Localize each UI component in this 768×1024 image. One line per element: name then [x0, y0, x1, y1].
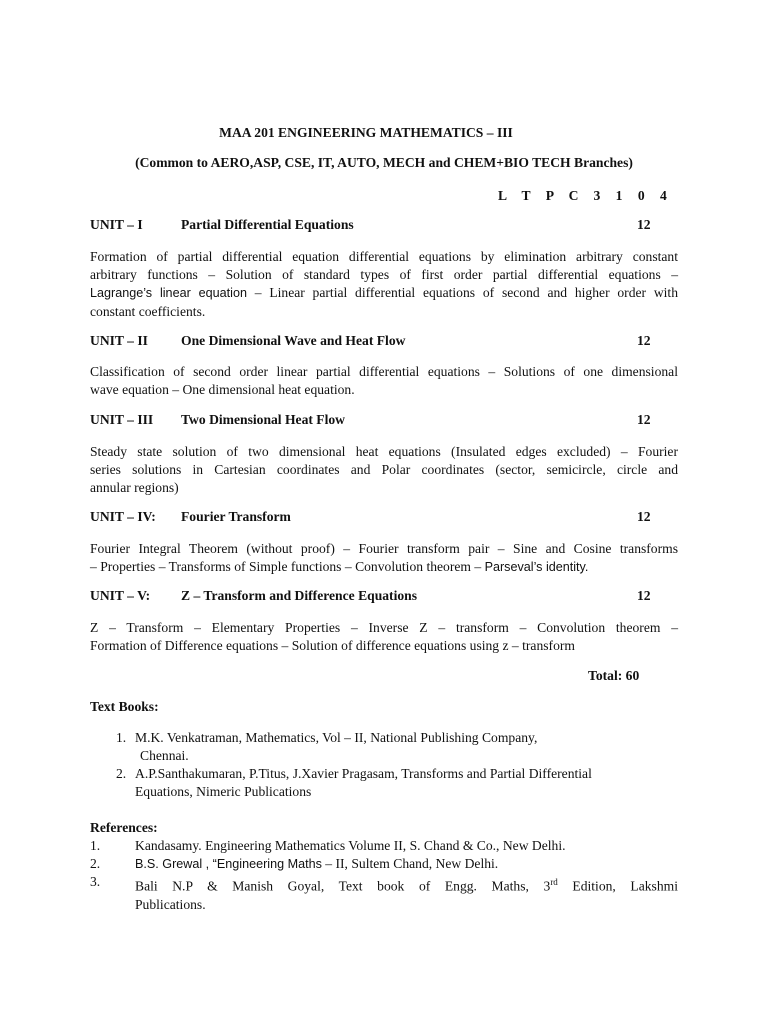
content-line: Classification of second order linear partial differential equations – Solutions of one dimensional	[90, 364, 678, 379]
ltpc-label: L T P C	[498, 188, 580, 203]
content-line: constant coefficients.	[90, 303, 206, 319]
parseval-term: Parseval’s identity.	[484, 560, 589, 575]
reference-text: Kandasamy. Engineering Mathematics Volume II, S. Chand & Co., New Delhi.	[135, 838, 566, 853]
content-line: Fourier Integral Theorem (without proof) – Fourier transform pair – Sine and Cosine transforms	[90, 541, 678, 556]
text-books-heading: Text Books:	[90, 699, 159, 714]
text-book-number: 2.	[116, 766, 127, 781]
lagrange-term: Lagrange’s linear equation	[90, 286, 247, 301]
content-line: – Properties – Transforms of Simple functions – Convolution theorem – Parseval’s identity.	[90, 559, 589, 575]
reference-number: 1.	[90, 838, 101, 853]
unit-2-content	[90, 363, 678, 399]
content-line: annular regions)	[90, 480, 179, 496]
unit-label: UNIT – V:	[90, 588, 151, 603]
reference-number: 3.	[90, 874, 101, 889]
unit-label: UNIT – II	[90, 333, 148, 348]
text-book-line: M.K. Venkatraman, Mathematics, Vol – II, National Publishing Company,	[135, 730, 538, 745]
unit-3-content	[90, 443, 678, 498]
unit-title: Partial Differential Equations	[181, 217, 354, 232]
content-line: Steady state solution of two dimensional heat equations (Insulated edges excluded) – Fourier	[90, 444, 678, 459]
content-line: series solutions in Cartesian coordinates and Polar coordinates (sector, semicircle, circle and	[90, 462, 678, 478]
content-line: Formation of partial differential equation differential equations by elimination arbitrary constant	[90, 249, 678, 264]
unit-label: UNIT – I	[90, 217, 143, 232]
unit-title: Fourier Transform	[181, 509, 291, 524]
references-heading: References:	[90, 820, 158, 835]
reference-text: B.S. Grewal , “Engineering Maths – II, Sultem Chand, New Delhi.	[135, 856, 499, 871]
text-book-line: Equations, Nimeric Publications	[135, 784, 312, 799]
unit-label: UNIT – IV:	[90, 509, 156, 524]
unit-hours: 12	[637, 412, 651, 427]
ltpc-credits	[498, 188, 668, 204]
total-hours: Total: 60	[588, 668, 640, 683]
ltpc-values: 3 1 0 4	[593, 188, 668, 203]
course-subtitle: (Common to AERO,ASP, CSE, IT, AUTO, MECH and CHEM+BIO TECH Branches)	[135, 155, 633, 170]
content-line: wave equation – One dimensional heat equation.	[90, 382, 355, 398]
unit-title: One Dimensional Wave and Heat Flow	[181, 333, 406, 348]
unit-title: Two Dimensional Heat Flow	[181, 412, 346, 427]
unit-hours: 12	[637, 333, 651, 348]
reference-number: 2.	[90, 856, 101, 871]
text-book-line: Chennai.	[140, 748, 189, 763]
unit-4-content	[90, 540, 678, 576]
unit-label: UNIT – III	[90, 412, 154, 427]
unit-5-content	[90, 619, 678, 655]
content-line: Formation of Difference equations – Solution of difference equations using z – transform	[90, 638, 575, 654]
content-line: Z – Transform – Elementary Properties – Inverse Z – transform – Convolution theorem –	[90, 620, 678, 635]
reference-text: Bali N.P & Manish Goyal, Text book of Engg. Maths, 3rd Edition, Lakshmi Publications.	[135, 877, 678, 912]
text-book-line: A.P.Santhakumaran, P.Titus, J.Xavier Pragasam, Transforms and Partial Differential	[135, 766, 592, 781]
content-line: arbitrary functions – Solution of standard types of first order partial differential equations –	[90, 267, 678, 283]
unit-title: Z – Transform and Difference Equations	[181, 588, 418, 603]
unit-hours: 12	[637, 588, 651, 603]
unit-hours: 12	[637, 217, 651, 232]
content-line: Lagrange’s linear equation – Linear partial differential equations of second and higher order with	[90, 285, 678, 301]
unit-1-content	[90, 248, 678, 321]
unit-hours: 12	[637, 509, 651, 524]
course-title: MAA 201 ENGINEERING MATHEMATICS – III	[219, 125, 513, 140]
text-book-number: 1.	[116, 730, 127, 745]
